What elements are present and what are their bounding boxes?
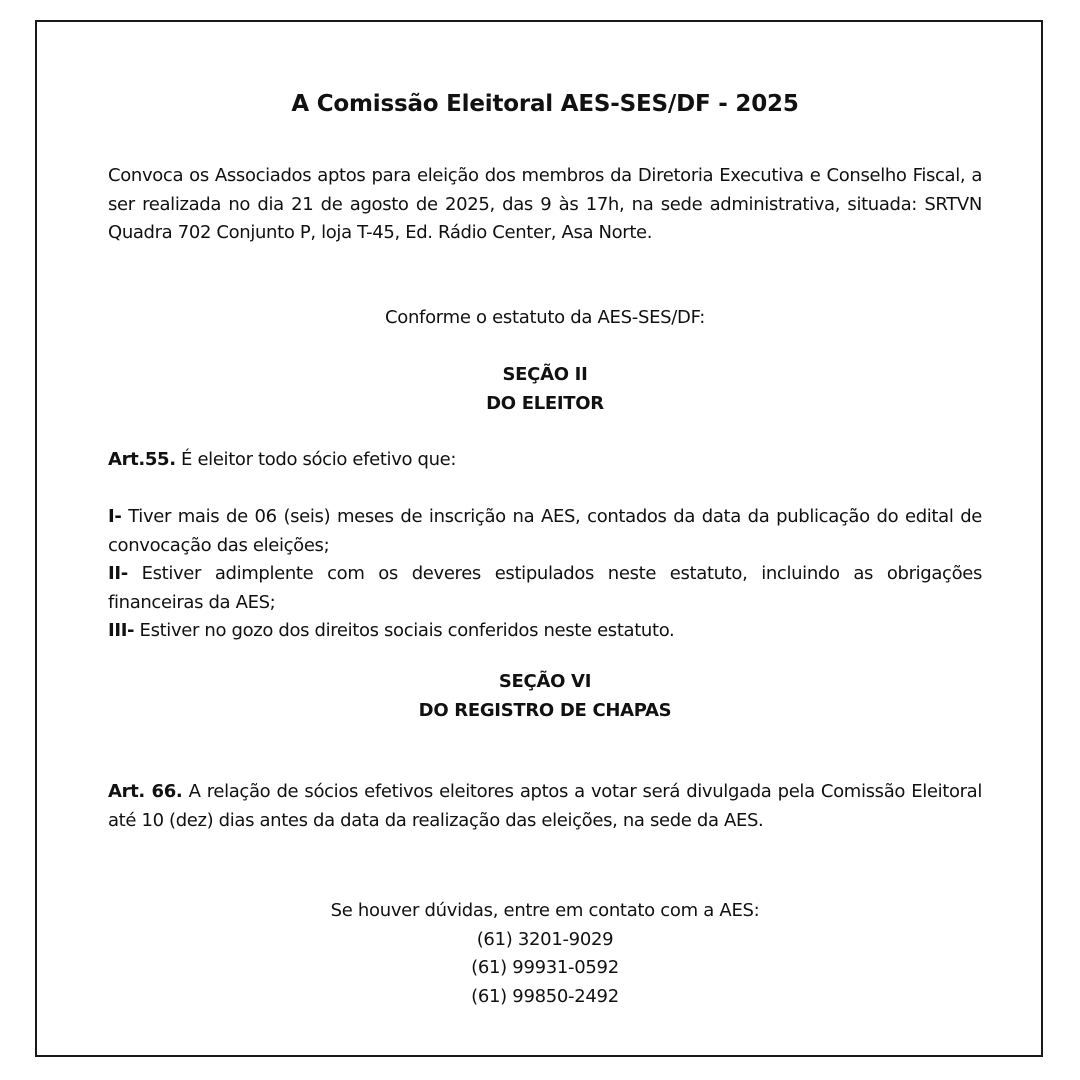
- art55-text: É eleitor todo sócio efetivo que:: [175, 449, 457, 470]
- item-3: [108, 617, 982, 646]
- section-ii-number: SEÇÃO II: [502, 364, 588, 385]
- conforme-line: Conforme o estatuto da AES-SES/DF:: [384, 307, 706, 328]
- art55-block: [108, 446, 982, 475]
- item-2-text: Estiver adimplente com os deveres estipulados neste estatuto, incluindo as obrigações financeiras da AES;: [108, 563, 982, 613]
- contact-block: [108, 897, 982, 1011]
- section-vi-title: DO REGISTRO DE CHAPAS: [418, 699, 672, 721]
- document-title: A Comissão Eleitoral AES-SES/DF - 2025: [291, 91, 799, 117]
- art66-paragraph: [108, 778, 982, 835]
- intro-paragraph: Convoca os Associados aptos para eleição dos membros da Diretoria Executiva e Conselho Fiscal, a ser realizada no dia 21 de agosto de 2025, das 9 às 17h, na sede administrativa, situada: SRTVN Quadra 702 Conjunto P, loja T-45, Ed. Rádio Center, Asa Norte.: [108, 165, 982, 243]
- item-3-label: III-: [108, 620, 135, 641]
- item-3-text: Estiver no gozo dos direitos sociais conferidos neste estatuto.: [134, 620, 675, 641]
- contact-intro: Se houver dúvidas, entre em contato com a AES:: [330, 900, 760, 921]
- conforme-block: [108, 304, 982, 333]
- art55-label: Art.55.: [108, 449, 176, 470]
- art66-block: [108, 778, 982, 835]
- item-2-label: II-: [108, 563, 128, 584]
- items-block: [108, 503, 982, 646]
- item-2: [108, 560, 982, 617]
- section-vi-number: SEÇÃO VI: [498, 671, 592, 692]
- item-1-label: I-: [108, 506, 122, 527]
- contact-phone-3: (61) 99850-2492: [471, 985, 619, 1007]
- contact-phone-2: (61) 99931-0592: [471, 957, 619, 978]
- section-vi-heading: [108, 668, 982, 725]
- section-ii-heading: [108, 361, 982, 418]
- item-1: [108, 503, 982, 560]
- intro-block: [108, 162, 982, 248]
- section-ii-title: DO ELEITOR: [486, 392, 604, 414]
- art66-text: A relação de sócios efetivos eleitores aptos a votar será divulgada pela Comissão Eleitoral até 10 (dez) dias antes da data da realização das eleições, na sede da AES.: [108, 781, 982, 831]
- item-1-text: Tiver mais de 06 (seis) meses de inscrição na AES, contados da data da publicação do edital de convocação das eleições;: [108, 506, 982, 556]
- art66-label: Art. 66.: [108, 781, 183, 802]
- art55-paragraph: [108, 446, 982, 475]
- contact-phone-1: (61) 3201-9029: [476, 928, 614, 950]
